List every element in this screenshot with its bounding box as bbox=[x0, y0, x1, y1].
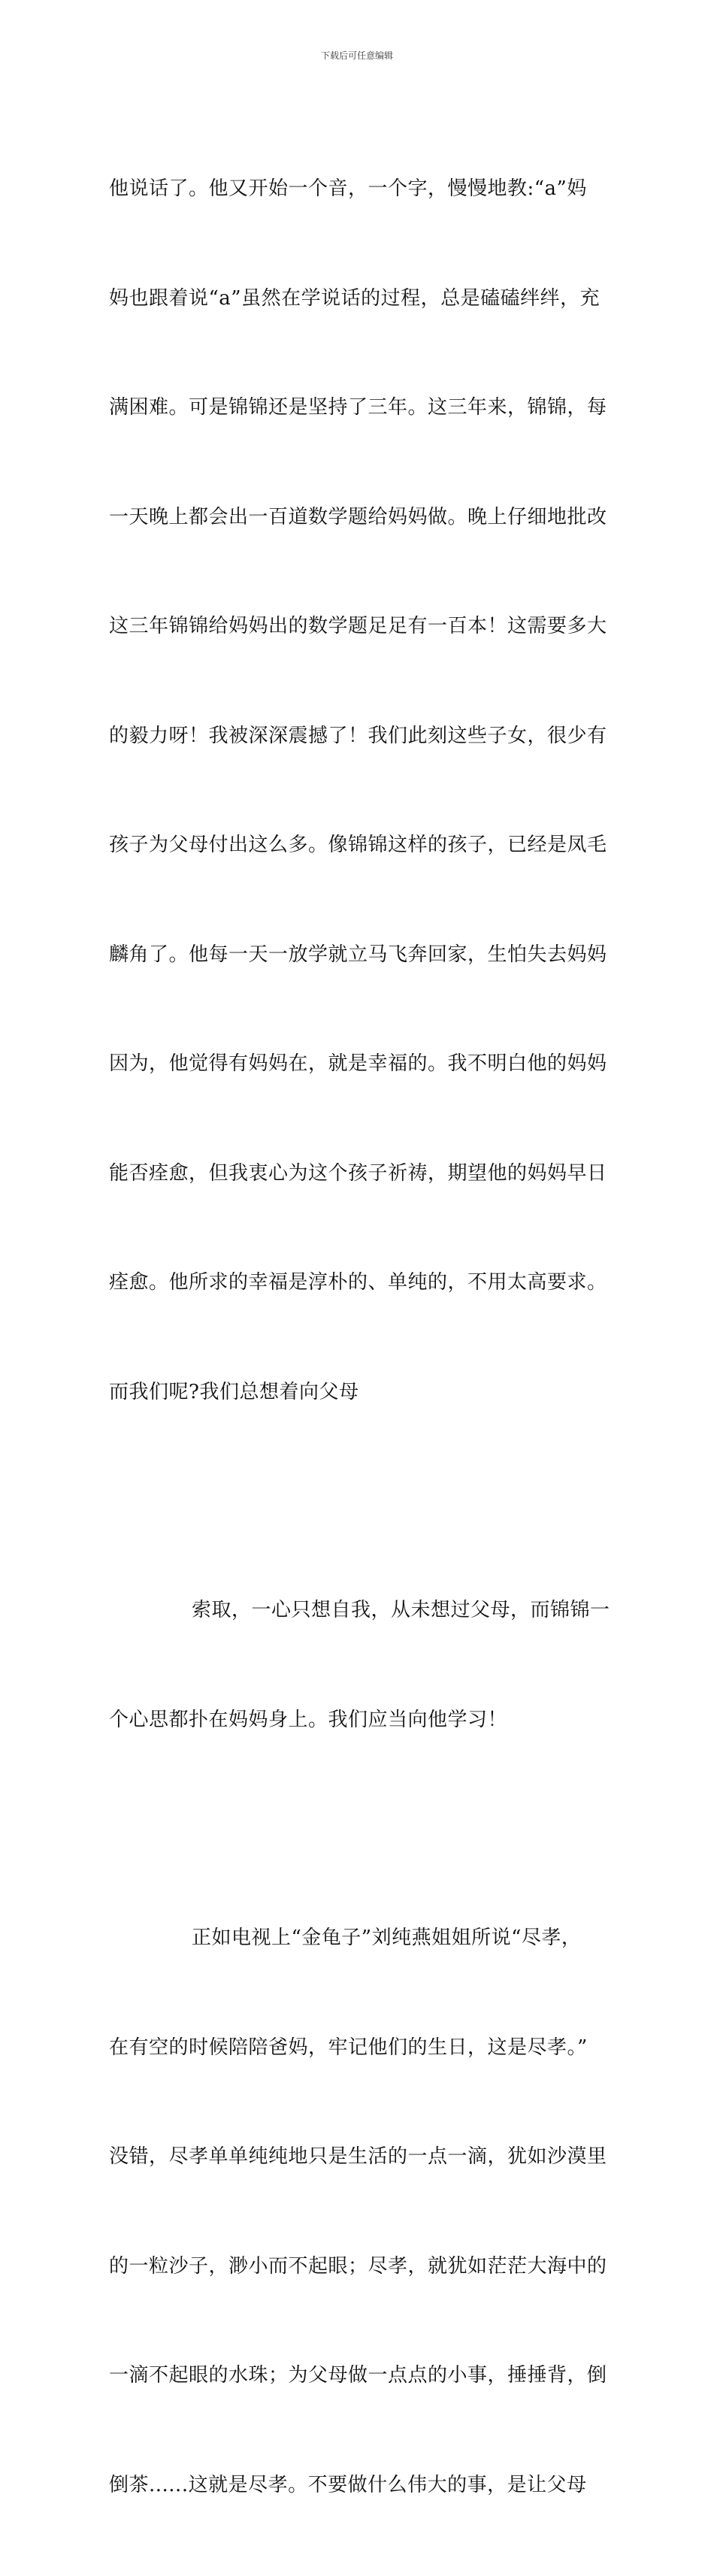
page-header: 下载后可任意编辑 bbox=[320, 50, 393, 61]
paragraph-1 bbox=[109, 98, 609, 1483]
paragraph-3 bbox=[109, 1847, 609, 2576]
text-line: 的毅力呀！我被深深震撼了！我们此刻这些子女，很少有 bbox=[109, 724, 607, 747]
text-line: 个心思都扑在妈妈身上。我们应当向他学习！ bbox=[109, 1708, 508, 1731]
document-body bbox=[109, 98, 609, 2576]
text-line: 倒茶......这就是尽孝。不要做什么伟大的事，是让父母 bbox=[109, 2473, 587, 2496]
text-line: 痊愈。他所求的幸福是淳朴的、单纯的，不用太高要求。 bbox=[109, 1271, 607, 1294]
text-line: 妈也跟着说“a”虽然在学说话的过程，总是磕磕绊绊，充 bbox=[109, 286, 601, 310]
paragraph-gap bbox=[109, 1811, 609, 1847]
text-line: 孩子为父母付出这么多。像锦锦这样的孩子，已经是凤毛 bbox=[109, 834, 607, 856]
text-line: 他说话了。他又开始一个音，一个字，慢慢地教:“a”妈 bbox=[109, 177, 587, 200]
text-line: 一天晚上都会出一百道数学题给妈妈做。晚上仔细地批改 bbox=[109, 505, 607, 528]
text-line: 的一粒沙子，渺小而不起眼；尽孝，就犹如茫茫大海中的 bbox=[109, 2254, 607, 2278]
text-line: 这三年锦锦给妈妈出的数学题足足有一百本！这需要多大 bbox=[109, 615, 607, 637]
text-line: 因为，他觉得有妈妈在，就是幸福的。我不明白他的妈妈 bbox=[109, 1052, 607, 1075]
text-line: 正如电视上“金龟子”刘纯燕姐姐所说“尽孝， bbox=[192, 1927, 582, 1949]
paragraph-2 bbox=[109, 1519, 609, 1811]
text-line: 能否痊愈，但我衷心为这个孩子祈祷，期望他的妈妈早日 bbox=[109, 1161, 607, 1185]
text-line: 满困难。可是锦锦还是坚持了三年。这三年来，锦锦，每 bbox=[109, 396, 607, 419]
text-line: 而我们呢?我们总想着向父母 bbox=[109, 1380, 359, 1403]
text-line: 麟角了。他每一天一放学就立马飞奔回家，生怕失去妈妈 bbox=[109, 943, 607, 966]
text-line: 在有空的时候陪陪爸妈，牢记他们的生日，这是尽孝。” bbox=[109, 2036, 588, 2059]
paragraph-gap bbox=[109, 1483, 609, 1519]
text-line: 一滴不起眼的水珠；为父母做一点点的小事，捶捶背，倒 bbox=[109, 2364, 607, 2387]
text-line: 索取，一心只想自我，从未想过父母，而锦锦一 bbox=[192, 1599, 610, 1621]
text-line: 没错，尽孝单单纯纯地只是生活的一点一滴，犹如沙漠里 bbox=[109, 2145, 607, 2168]
